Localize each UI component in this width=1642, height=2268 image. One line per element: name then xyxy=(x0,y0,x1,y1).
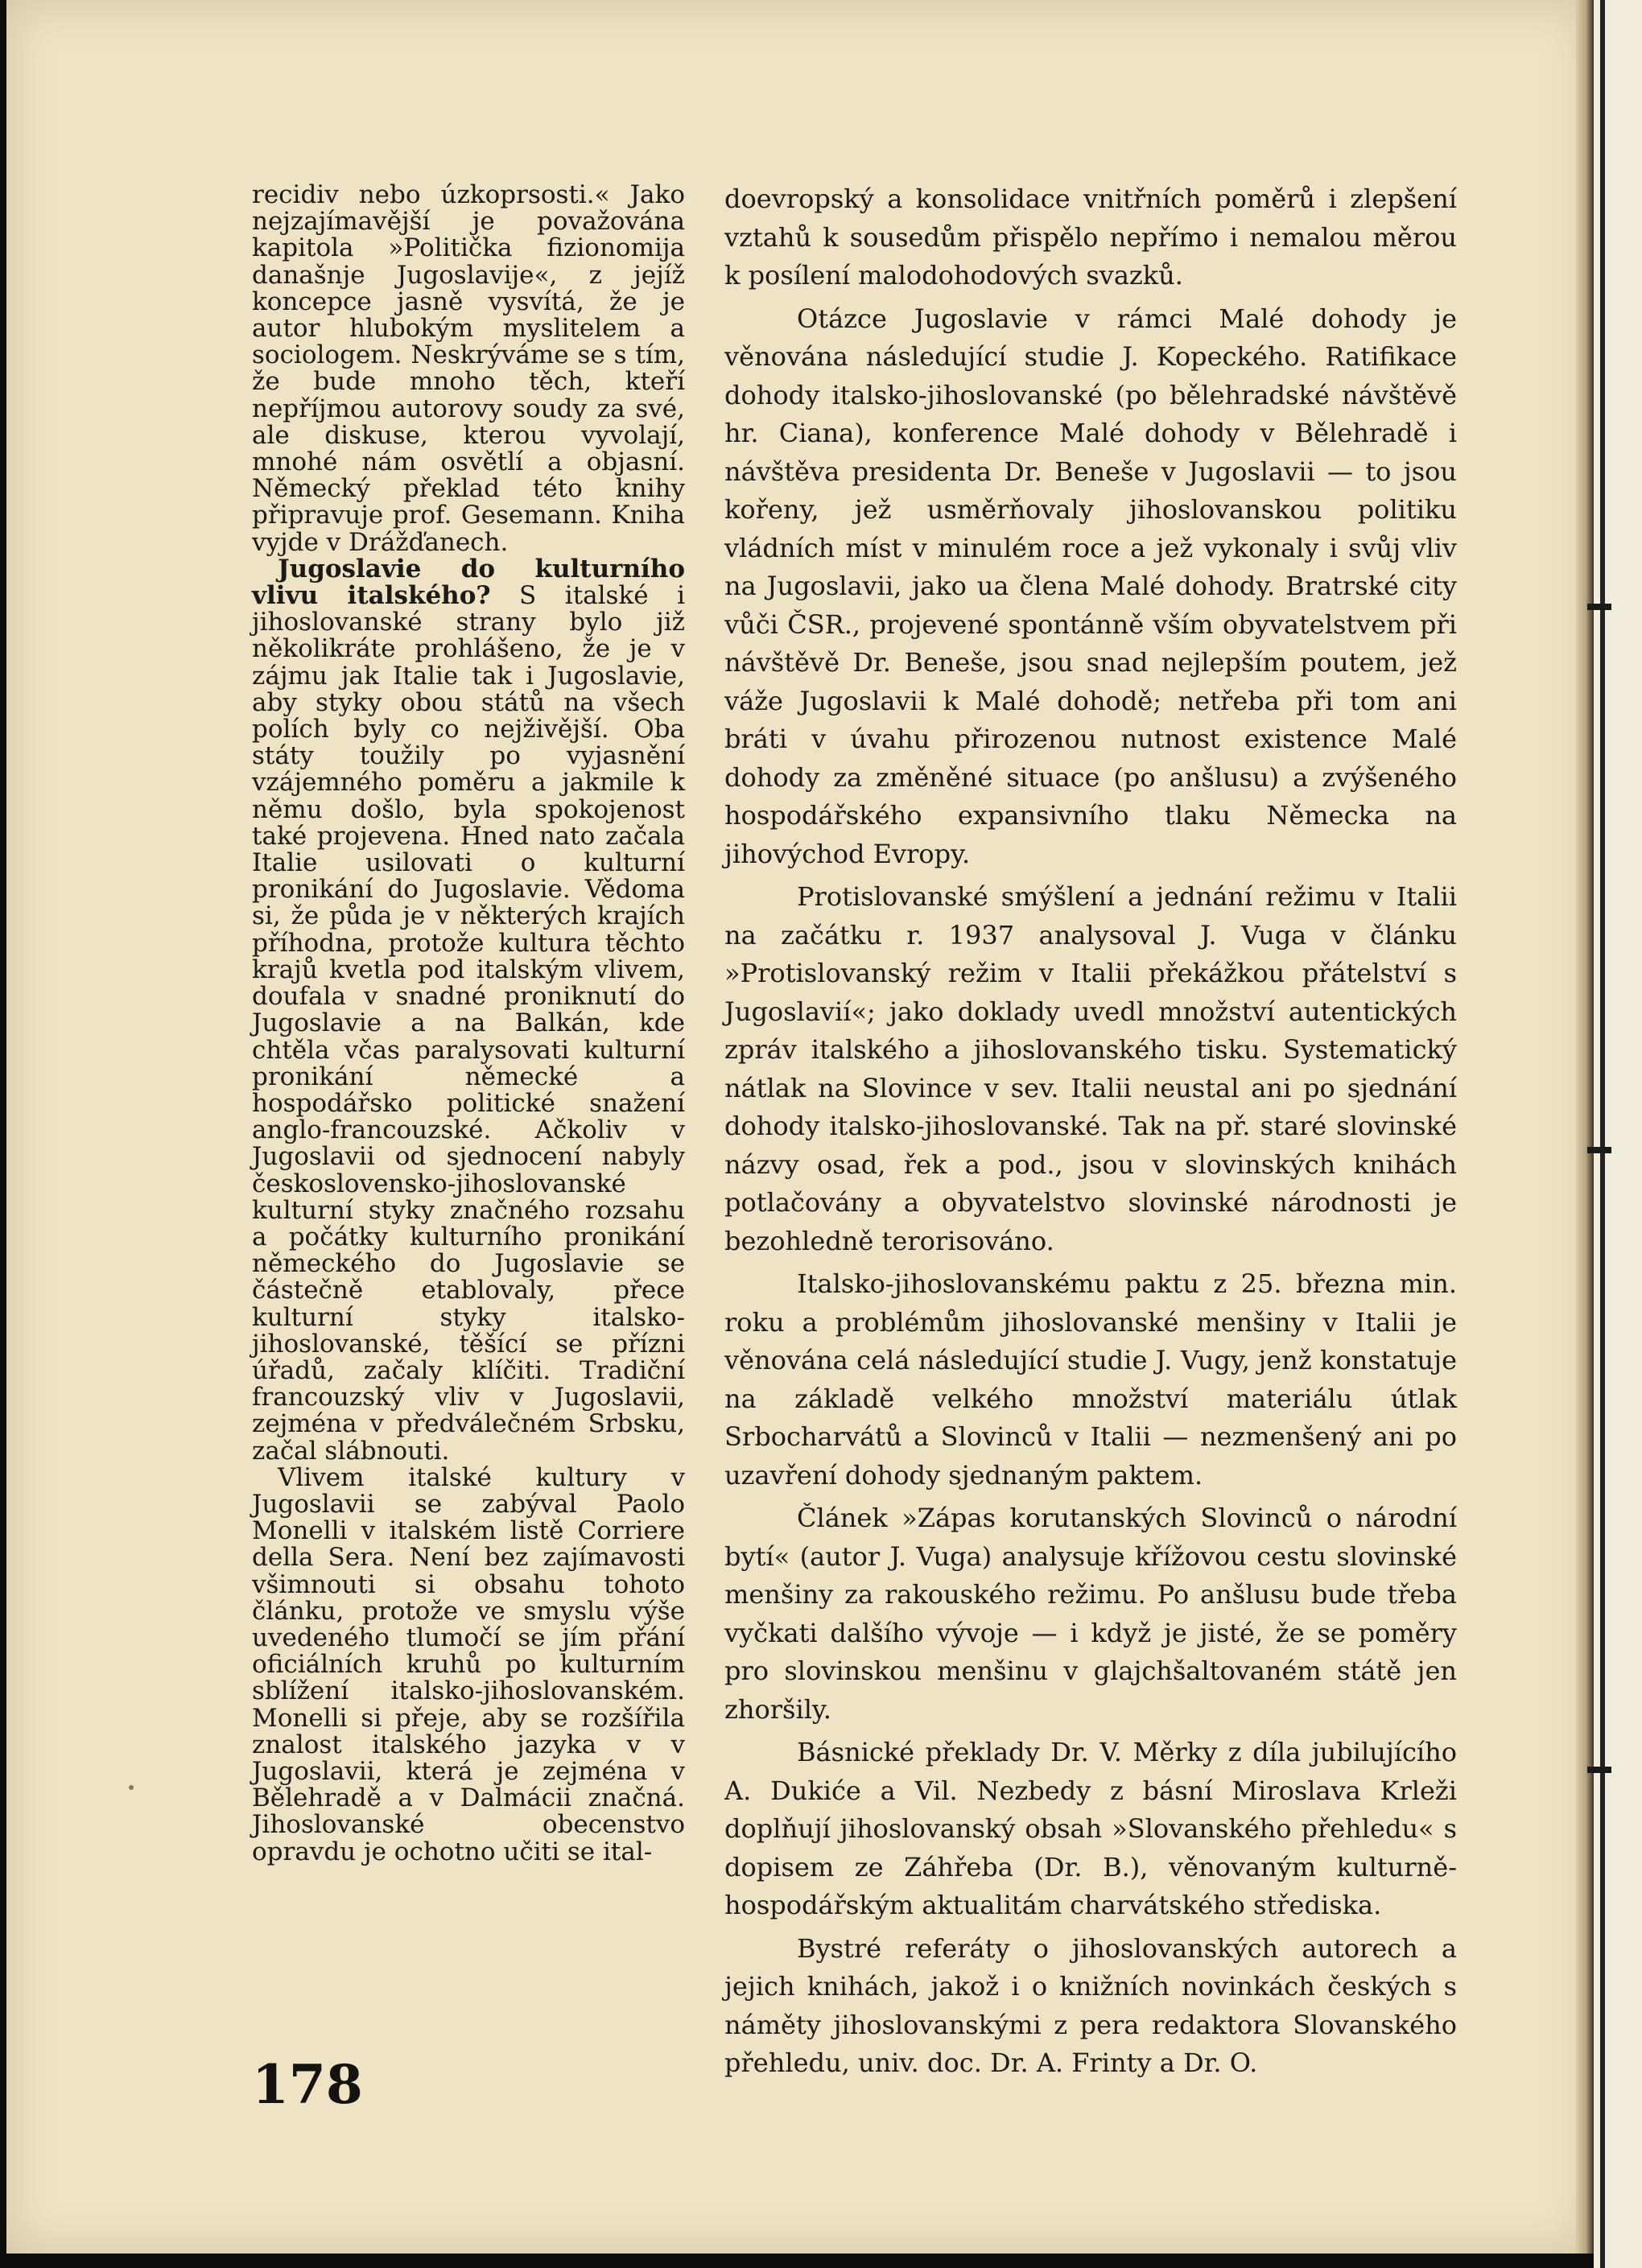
right-paragraph-7: Bystré referáty o jihoslovanských autorech a jejich knihách, jakož i o knižních novinkách českých s náměty jihoslovanskými z pera redaktora Slovanského přehledu, univ. doc. Dr. A. Frinty a Dr. O. xyxy=(724,1932,1457,2078)
right-paragraph-3: Protislovanské smýšlení a jednání režimu v Italii na začátku r. 1937 analysoval J. Vuga v článku »Protislovanský režim v Italii překážkou přátelství s Jugoslavií«; jako doklady uvedl množství autentických zpráv italského a jihoslovanského tisku. Systematický nátlak na Slovince v sev. Italii neustal ani po sjednání dohody italsko-jihoslovanské. Tak na př. staré slovinské názvy osad, řek a pod., jsou v slovinských knihách potlačovány a obyvatelstvo slovinské národnosti je bezohledně terorisováno. xyxy=(724,881,1457,1256)
left-paragraph-3: Vlivem italské kultury v Jugoslavii se zabýval Paolo Monelli v italském listě Corriere della Sera. Není bez zajímavosti všimnouti si obsahu tohoto článku, protože ve smyslu výše uvedeného tlumočí se jím přání oficiálních kruhů po kulturním sblížení italsko-jihoslovanském. Monelli si přeje, aby se rozšířila znalost italského jazyka v v Jugoslavii, která je zejména v Bělehradě a v Dalmácii značná. Jihoslovanské obecenstvo opravdu je ochotno učiti se ital- xyxy=(252,1462,685,1866)
right-paragraph-6: Básnické překlady Dr. V. Měrky z díla jubilujícího A. Dukiće a Vil. Nezbedy z básní Miroslava Krleži doplňují jihoslovanský obsah »Slovanského přehledu« s dopisem ze Záhřeba (Dr. B.), věnovaným kulturně-hospodářským aktualitám charvátského střediska. xyxy=(724,1737,1457,1920)
speck xyxy=(129,1785,134,1790)
left-paragraph-2-text-a: S italské i jihoslovanské strany bylo již několikráte prohlášeno, že je v zájmu jak Italie tak i Jugoslavie, aby styky obou států na všech polích byly co nejživější. xyxy=(252,581,685,744)
edge-mark xyxy=(1587,1147,1611,1153)
left-paragraph-1: recidiv nebo úzkoprsosti.« Jako nejzajímavější je považována kapitola »Politička fizionomija današnje Jugoslavije«, z jejíž koncepce jasně vysvítá, že je autor hlubokým myslitelem a sociologem. Neskrýváme se s tím, že bude mnoho těch, kteří nepříjmou autorovy soudy za své, ale diskuse, kterou vyvolají, mnohé nám osvětlí a objasní. Německý překlad této knihy připravuje prof. Gesemann. Kniha vyjde v Drážďanech. xyxy=(252,180,685,557)
binding-edge-line xyxy=(1600,0,1605,2268)
right-text-column xyxy=(724,180,1457,2083)
right-paragraph-1: doevropský a konsolidace vnitřních poměrů i zlepšení vztahů k sousedům přispělo nepřímo i nemalou měrou k posílení malodohodových svazků. xyxy=(724,184,1457,291)
page-fold-shadow xyxy=(1576,0,1594,2254)
left-text-column xyxy=(252,182,685,1866)
right-paragraph-4: Italsko-jihoslovanskému paktu z 25. března min. roku a problémům jihoslovanské menšiny v Italii je věnována celá následující studie J. Vugy, jenž konstatuje na základě velkého množství materiálu útlak Srbocharvátů a Slovinců v Italii — nezmenšený ani po uzavření dohody sjednaným paktem. xyxy=(724,1268,1457,1491)
right-paragraph-5: Článek »Zápas korutanských Slovinců o národní bytí« (autor J. Vuga) analysuje křížovou cestu slovinské menšiny za rakouského režimu. Po anšlusu bude třeba vyčkati dalšího vývoje — i když je jisté, že se poměry pro slovinskou menšinu v glajchšaltovaném státě jen zhoršily. xyxy=(724,1503,1457,1725)
edge-mark xyxy=(1587,1767,1611,1773)
left-paragraph-2-text-b: Oba státy toužily po vyjasnění vzájemného poměru a jakmile k němu došlo, byla spokojenost také projevena. Hned nato začala Italie usilovati o kulturní pronikání do Jugoslavie. Vědoma si, že půda je v některých krajích příhodna, protože kultura těchto krajů kvetla pod italským vlivem, doufala v snadné proniknutí do Jugoslavie a na Balkán, kde chtěla včas paralysovati kulturní pronikání německé a hospodářsko politické snažení anglo-francouzské. Ačkoliv v Jugoslavii od sjednocení nabyly československo-jihoslovanské kulturní styky značného rozsahu a počátky kulturního pronikání německého do Jugoslavie se částečně etablovaly, přece kulturní styky italsko-jihoslovanské, těšící se přízni úřadů, začaly klíčiti. Tradiční francouzský vliv v Jugoslavii, zejména v předválečném Srbsku, začal slábnouti. xyxy=(252,715,686,1466)
edge-mark xyxy=(1587,604,1611,610)
right-paragraph-2: Otázce Jugoslavie v rámci Malé dohody je věnována následující studie J. Kopeckého. Ratifikace dohody italsko-jihoslovanské (po bělehradské návštěvě hr. Ciana), konference Malé dohody v Bělehradě i návštěva presidenta Dr. Beneše v Jugoslavii — to jsou kořeny, jež usměrňovaly jihoslovanskou politiku vládních míst v minulém roce a jež vykonaly i svůj vliv na Jugoslavii, jako ua člena Malé dohody. Bratrské city vůči ČSR., projevené spontánně vším obyvatelstvem při návštěvě Dr. Beneše, jsou snad nejlepším poutem, jež váže Jugoslavii k Malé dohodě; netřeba při tom ani bráti v úvahu přirozenou nutnost existence Malé dohody za změněné situace (po anšlusu) a zvýšeného hospodářského expansivního tlaku Německa na jihovýchod Evropy. xyxy=(724,303,1457,869)
section-heading: Jugoslavie do kulturního vlivu italského? xyxy=(252,554,685,611)
page-number: 178 xyxy=(252,2053,363,2116)
left-paragraph-2 xyxy=(252,556,685,1465)
